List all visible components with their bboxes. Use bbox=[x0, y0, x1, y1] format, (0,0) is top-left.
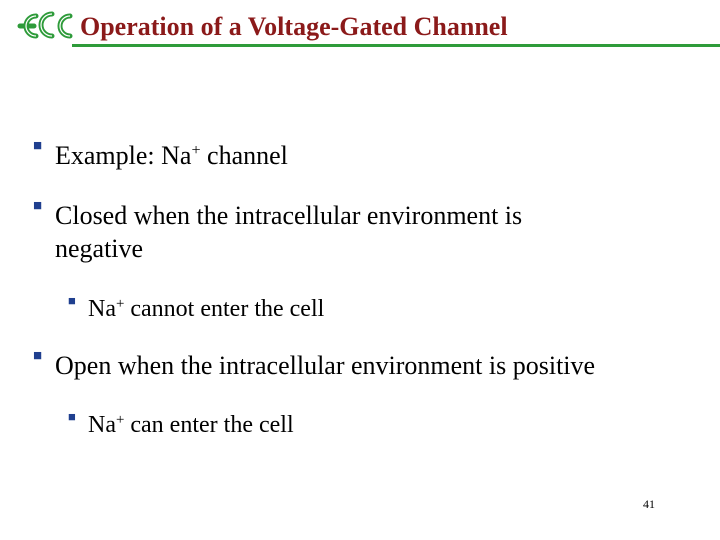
sub-bullet-marker-icon: ■ bbox=[68, 409, 76, 424]
bullet-4 bbox=[33, 349, 713, 382]
bullet-5-text bbox=[88, 410, 294, 440]
bullet-marker-icon: ■ bbox=[33, 138, 43, 154]
sub-bullet-marker-icon: ■ bbox=[68, 293, 76, 308]
page-number: 41 bbox=[643, 497, 655, 511]
bullet-1-sup: + bbox=[191, 142, 201, 160]
bullet-1-pre: Example: Na bbox=[55, 141, 192, 170]
bullet-5-pre: Na bbox=[88, 412, 116, 438]
bullet-3-post: cannot enter the cell bbox=[124, 296, 325, 322]
bullet-marker-icon: ■ bbox=[33, 198, 43, 214]
bullet-2 bbox=[33, 199, 613, 265]
bullet-5 bbox=[68, 410, 668, 440]
slide-title: Operation of a Voltage-Gated Channel bbox=[80, 12, 508, 41]
bullet-3-text bbox=[88, 294, 324, 324]
bullet-4-text: Open when the intracellular environment is positive bbox=[55, 351, 596, 380]
title-underline bbox=[72, 44, 720, 47]
bullet-1 bbox=[33, 139, 693, 172]
bullet-5-post: can enter the cell bbox=[124, 412, 294, 438]
bullet-3-sup: + bbox=[115, 295, 125, 312]
bullet-1-post: channel bbox=[200, 141, 288, 170]
bullet-1-text bbox=[55, 139, 288, 172]
bullet-marker-icon: ■ bbox=[33, 348, 43, 364]
logo-text: ECC bbox=[12, 6, 14, 7]
bullet-3 bbox=[68, 294, 668, 324]
bullet-3-pre: Na bbox=[88, 296, 116, 322]
bullet-2-text: Closed when the intracellular environment is negative bbox=[55, 201, 523, 263]
bullet-5-sup: + bbox=[115, 411, 125, 428]
ecc-logo bbox=[12, 6, 74, 46]
